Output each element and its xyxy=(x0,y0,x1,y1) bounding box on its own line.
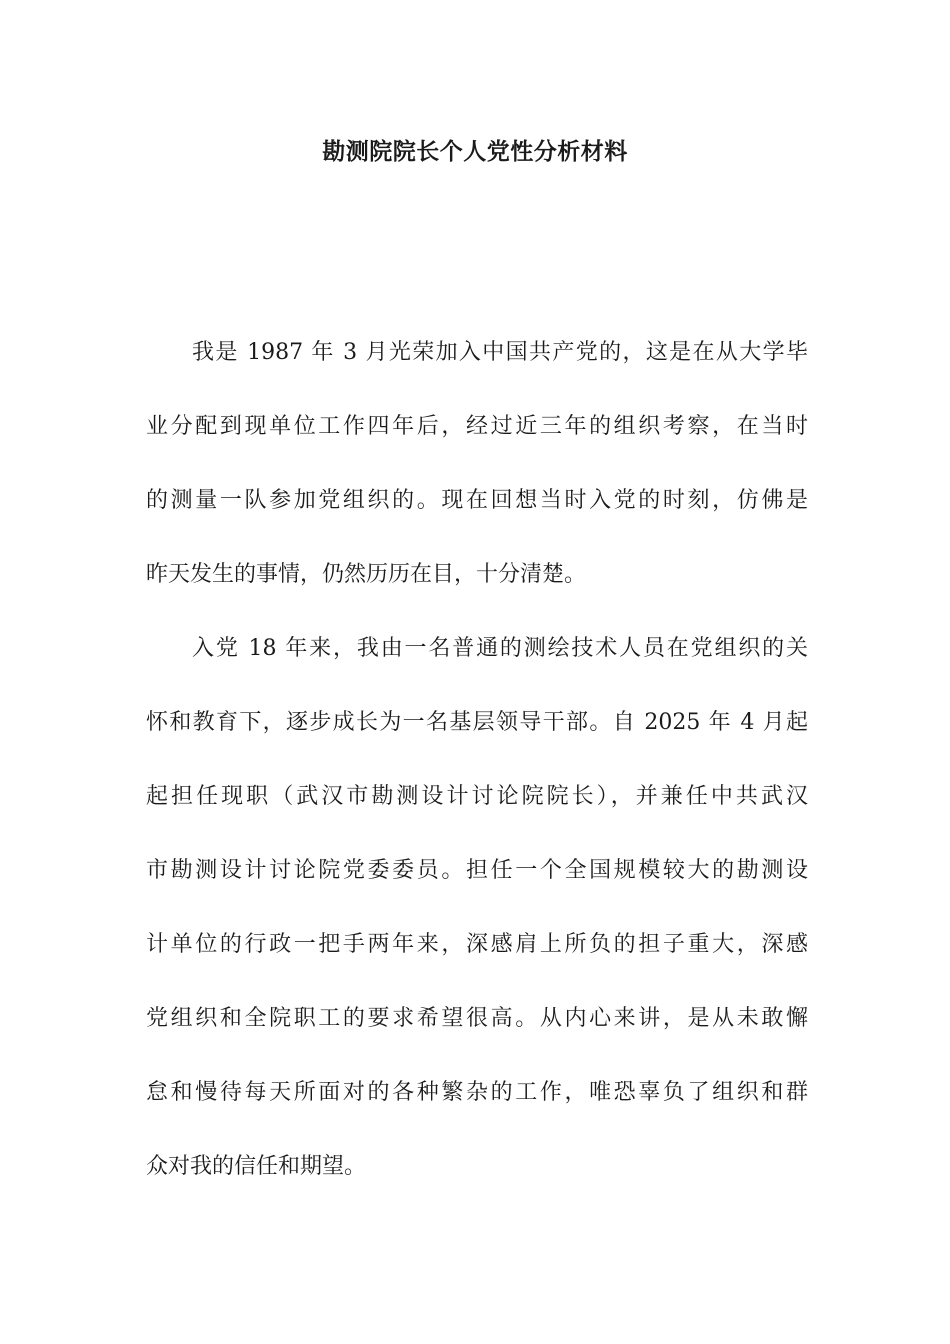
paragraph-2 xyxy=(146,627,808,1219)
paragraph-line: 的测量一队参加党组织的。现在回想当时入党的时刻，仿佛是 xyxy=(146,488,808,513)
paragraph-line: 党组织和全院职工的要求希望很高。从内心来讲，是从未敢懈 xyxy=(146,1006,808,1031)
paragraph-line: 计单位的行政一把手两年来，深感肩上所负的担子重大，深感 xyxy=(146,932,808,957)
paragraph-line: 我是 1987 年 3 月光荣加入中国共产党的，这是在从大学毕 xyxy=(192,340,808,365)
paragraph-1 xyxy=(146,331,808,627)
document-title: 勘测院院长个人党性分析材料 xyxy=(322,138,628,165)
paragraph-line: 起担任现职（武汉市勘测设计讨论院院长），并兼任中共武汉 xyxy=(146,784,808,809)
paragraph-line: 众对我的信任和期望。 xyxy=(146,1154,367,1179)
paragraph-line: 怠和慢待每天所面对的各种繁杂的工作，唯恐辜负了组织和群 xyxy=(146,1080,808,1105)
paragraph-line: 入党 18 年来，我由一名普通的测绘技术人员在党组织的关 xyxy=(192,636,808,661)
paragraph-line: 昨天发生的事情，仍然历历在目，十分清楚。 xyxy=(146,562,587,587)
document-body xyxy=(146,331,808,1219)
paragraph-line: 业分配到现单位工作四年后，经过近三年的组织考察，在当时 xyxy=(146,414,808,439)
paragraph-line: 市勘测设计讨论院党委委员。担任一个全国规模较大的勘测设 xyxy=(146,858,808,883)
paragraph-line: 怀和教育下，逐步成长为一名基层领导干部。自 2025 年 4 月起 xyxy=(146,710,808,735)
